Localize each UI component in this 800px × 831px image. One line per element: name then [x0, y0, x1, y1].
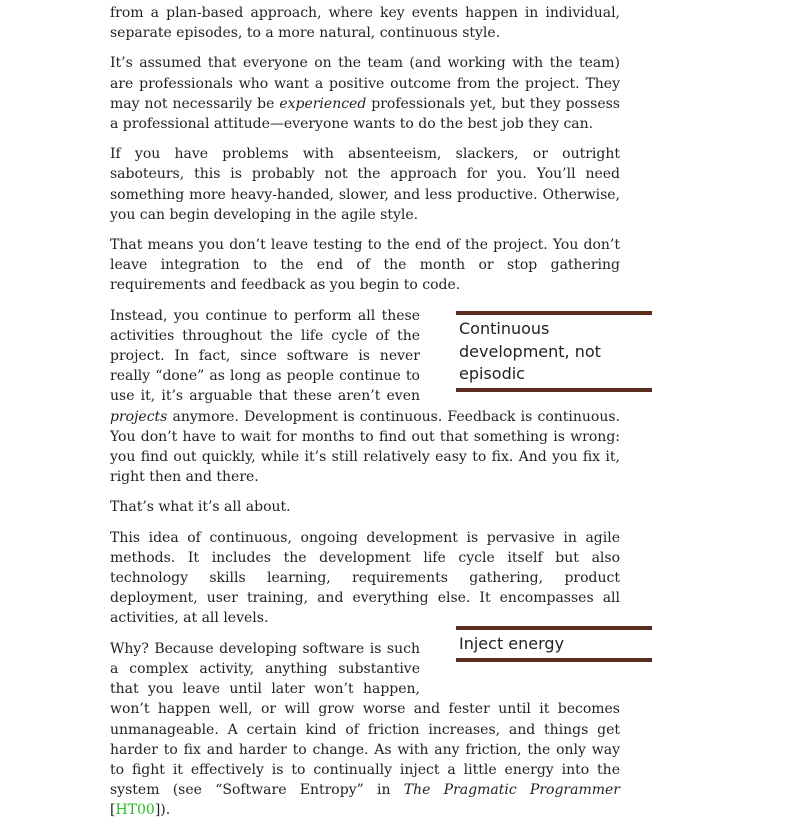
paragraph: Instead, you continue to perform all these activities throughout the life cycle of the project. In fact, since software is never really “done” as long as people continue to use it, it’s arguable that these aren’t even projects anymore. Development is continuous. Feedback is continuous. You don’t have to wait for months to find out that something is wrong: you find out quickly, while it’s still relatively easy to fix. And you fix it, right then and there. [110, 307, 620, 486]
rule-bottom [456, 658, 652, 662]
margin-note-text: Inject energy [459, 634, 565, 653]
paragraph: Why? Because developing software is such a complex activity, anything substantive that you leave until later won’t happen, won’t happen well, or will grow worse and fester until it becomes unmanageable. A certain kind of friction increases, and things get harder to fix and harder to change. As with any friction, the only way to fight it effectively is to continually inject a little energy into the system (see “Software Entropy” in The Pragmatic Programmer [HT00]). [110, 640, 620, 819]
paragraph: This idea of continuous, ongoing development is pervasive in agile methods. It includes the development life cycle itself but also technology skills learning, requirements gathering, product deployment, user training, and everything else. It encompasses all activities, at all levels. [110, 529, 620, 627]
paragraph: It’s assumed that everyone on the team (and working with the team) are professionals who want a positive outcome from the project. They may not necessarily be experienced professionals yet, but they possess a professional attitude—everyone wants to do the best job they can. [110, 55, 620, 133]
paragraph: from a plan-based approach, where key events happen in individual, separate episodes, to a more natural, continuous style. [110, 5, 620, 42]
body-text [110, 3, 620, 831]
margin-note-text: Continuous development, not episodic [459, 319, 601, 383]
margin-note-continuous [456, 311, 652, 392]
emphasis: projects [110, 408, 168, 425]
citation-link[interactable]: HT00 [115, 802, 155, 819]
rule-bottom [456, 388, 652, 392]
book-title: The Pragmatic Programmer [403, 782, 620, 799]
paragraph: That means you don’t leave testing to the end of the project. You don’t leave integration to the end of the month or stop gathering requirements and feedback as you begin to code. [110, 237, 620, 294]
paragraph: If you have problems with absenteeism, slackers, or outright saboteurs, this is probably not the approach for you. You’ll need something more heavy-handed, slower, and less productive. Otherwise, you can begin developing in the agile style. [110, 146, 620, 223]
paragraph: That’s what it’s all about. [110, 499, 291, 516]
margin-note-inject [456, 626, 652, 662]
emphasis: experienced [279, 95, 367, 112]
